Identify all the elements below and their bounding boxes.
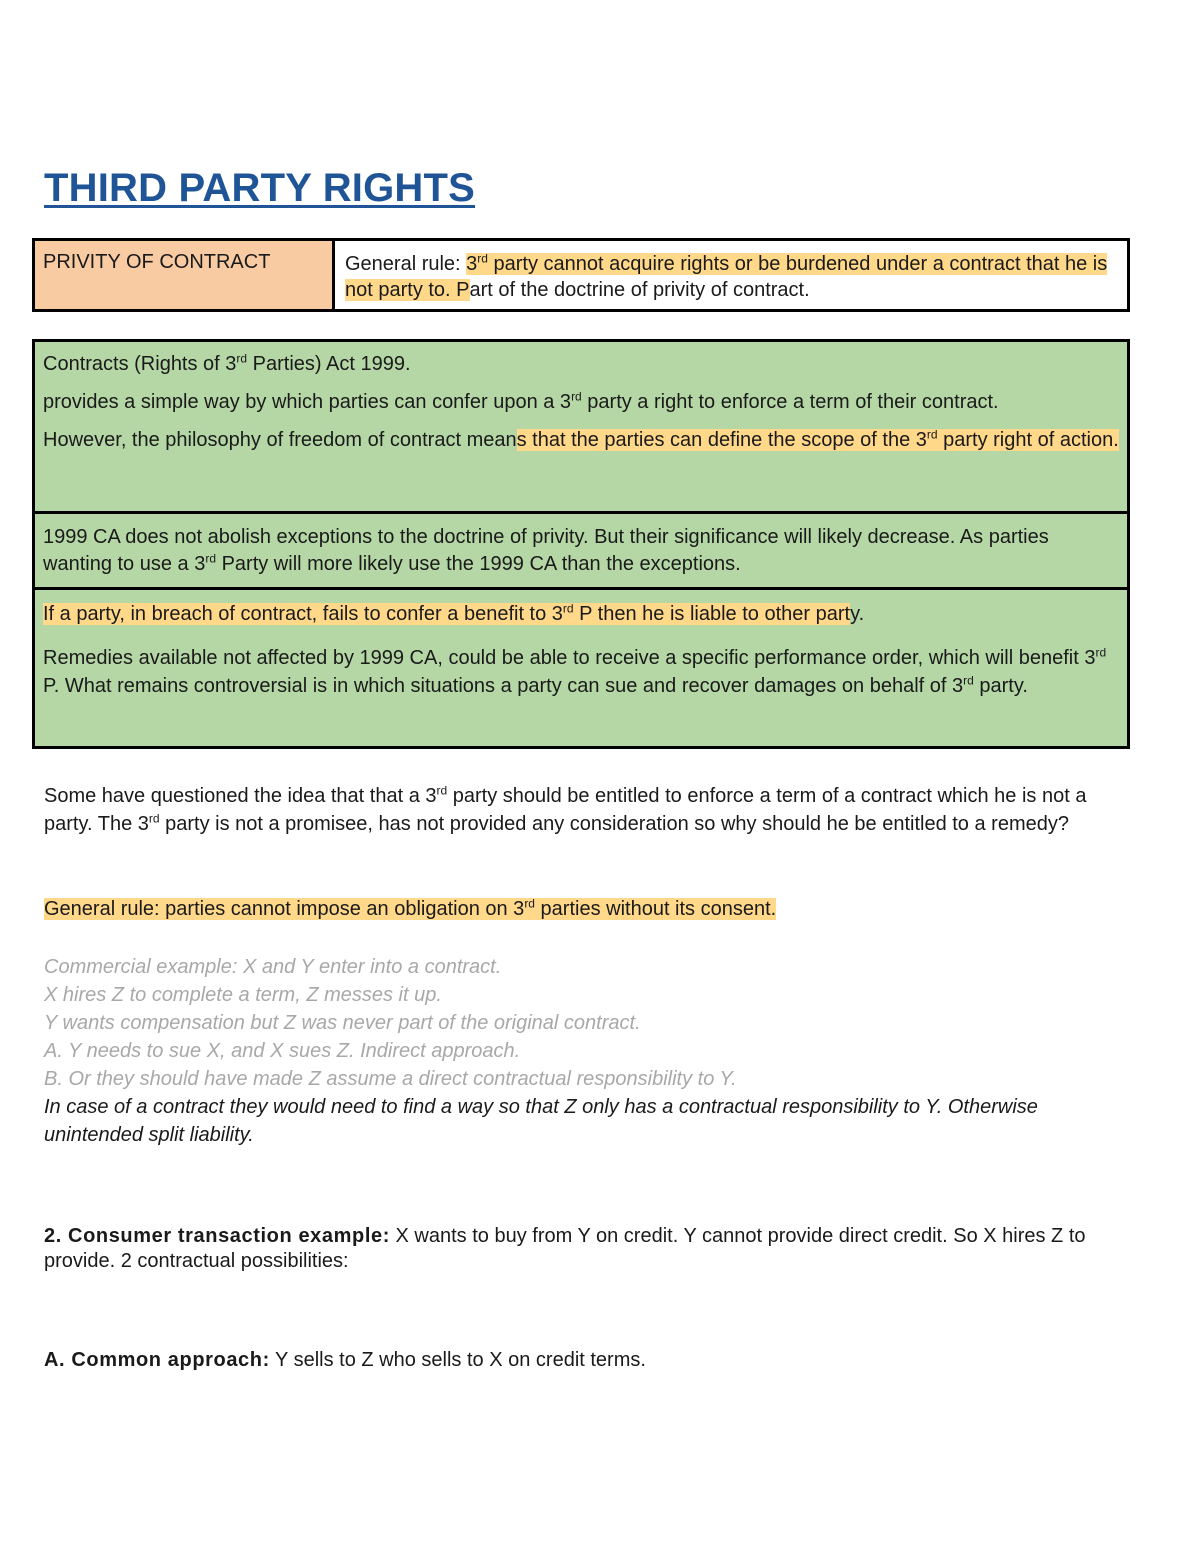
privity-rule-highlight-end: party cannot acquire rights or be burdened under a contract that he is not party to. P [345, 253, 1108, 301]
privity-rule-cell [335, 241, 1127, 309]
superscript: rd [562, 601, 574, 616]
consumer-text: X wants to buy from Y on credit. Y cannot provide direct credit. So X hires Z to provide. 2 contractual possibilities: [44, 1225, 1086, 1272]
act-freedom-highlight [517, 429, 1119, 451]
act-freedom [43, 428, 1119, 452]
superscript: rd [205, 551, 217, 566]
consumer-paragraph [44, 1224, 1129, 1274]
act-cell [35, 342, 1127, 514]
questioned-text: Some have questioned the idea that that a 3 [44, 785, 437, 807]
breach-cell [35, 590, 1127, 746]
superscript: rd [148, 811, 160, 826]
superscript: rd [571, 389, 582, 404]
breach-remedies [43, 644, 1119, 700]
commercial-line: X hires Z to complete a term, Z messes it up. [44, 984, 442, 1006]
breach-highlight-end: P then he is liable to other part [573, 603, 851, 625]
act-summary-box [32, 339, 1130, 749]
privity-label: PRIVITY OF CONTRACT [43, 251, 271, 273]
questioned-text-end: party is not a promisee, has not provided any consideration so why should he be entitled to a remedy? [159, 813, 1069, 835]
privity-rule-tail: art of the doctrine of privity of contract. [469, 279, 810, 301]
privity-rule-highlight-start: 3 [466, 253, 478, 275]
act-freedom-text: However, the philosophy of freedom of contract mean [43, 429, 517, 451]
act-title-text-end: Parties) Act 1999. [247, 353, 411, 375]
commercial-line: Commercial example: X and Y enter into a contract. [44, 956, 502, 978]
act-freedom-highlight-end: party right of action. [937, 429, 1119, 451]
exceptions-text: 1999 CA does not abolish exceptions to the doctrine of privity. But their significance will likely decrease. As parties wanting to use a 3 [43, 526, 1049, 575]
general-rule-paragraph [44, 895, 1129, 923]
privity-table [32, 238, 1130, 312]
superscript: rd [524, 896, 535, 911]
remedies-text-middle: P. What remains controversial is in which situations a party can sue and recover damages on behalf of 3 [43, 675, 964, 697]
superscript: rd [477, 251, 488, 266]
breach-liability [43, 600, 1119, 628]
privity-rule-prefix: General rule: [345, 253, 467, 275]
breach-tail: y. [850, 603, 865, 625]
superscript: rd [1095, 645, 1107, 660]
commercial-line: Y wants compensation but Z was never part of the original contract. [44, 1012, 641, 1034]
consumer-label: 2. Consumer transaction example: [44, 1225, 390, 1247]
superscript: rd [963, 673, 974, 688]
remedies-text: Remedies available not affected by 1999 CA, could be able to receive a specific performance order, which will benefit 3 [43, 647, 1096, 669]
questioned-paragraph [44, 782, 1129, 838]
privity-label-cell [35, 241, 335, 309]
general-rule-highlight [44, 898, 776, 920]
act-purpose [43, 390, 1119, 414]
commercial-line: B. Or they should have made Z assume a direct contractual responsibility to Y. [44, 1068, 737, 1090]
breach-highlight [43, 603, 850, 625]
act-title [43, 352, 1119, 376]
superscript: rd [436, 783, 448, 798]
commercial-conclusion: In case of a contract they would need to find a way so that Z only has a contractual responsibility to Y. Otherwise unintended split liability. [44, 1096, 1038, 1146]
breach-highlight-start: If a party, in breach of contract, fails to confer a benefit to 3 [43, 603, 563, 625]
exceptions-cell [35, 514, 1127, 590]
act-title-text: Contracts (Rights of 3 [43, 353, 237, 375]
superscript: rd [926, 427, 938, 442]
commercial-example [44, 953, 1129, 1149]
commercial-line: A. Y needs to sue X, and X sues Z. Indirect approach. [44, 1040, 521, 1062]
remedies-text-end: party. [973, 675, 1028, 697]
act-purpose-text: provides a simple way by which parties can confer upon a 3 [43, 391, 572, 413]
common-approach-text: Y sells to Z who sells to X on credit terms. [269, 1349, 646, 1371]
common-approach-paragraph [44, 1346, 1129, 1374]
act-freedom-highlight-start: s that the parties can define the scope of the 3 [516, 429, 927, 451]
act-purpose-text-end: party a right to enforce a term of their contract. [581, 391, 999, 413]
general-rule-text-end: parties without its consent. [534, 898, 777, 920]
general-rule-text: General rule: parties cannot impose an obligation on 3 [44, 898, 525, 920]
common-approach-label: A. Common approach: [44, 1349, 270, 1371]
exceptions-text-end: Party will more likely use the 1999 CA than the exceptions. [216, 553, 741, 575]
superscript: rd [236, 351, 248, 366]
questioned-text-middle: party should be entitled to enforce a term of a contract which he is not a party. The 3 [44, 785, 1087, 835]
page-title: THIRD PARTY RIGHTS [44, 166, 476, 210]
